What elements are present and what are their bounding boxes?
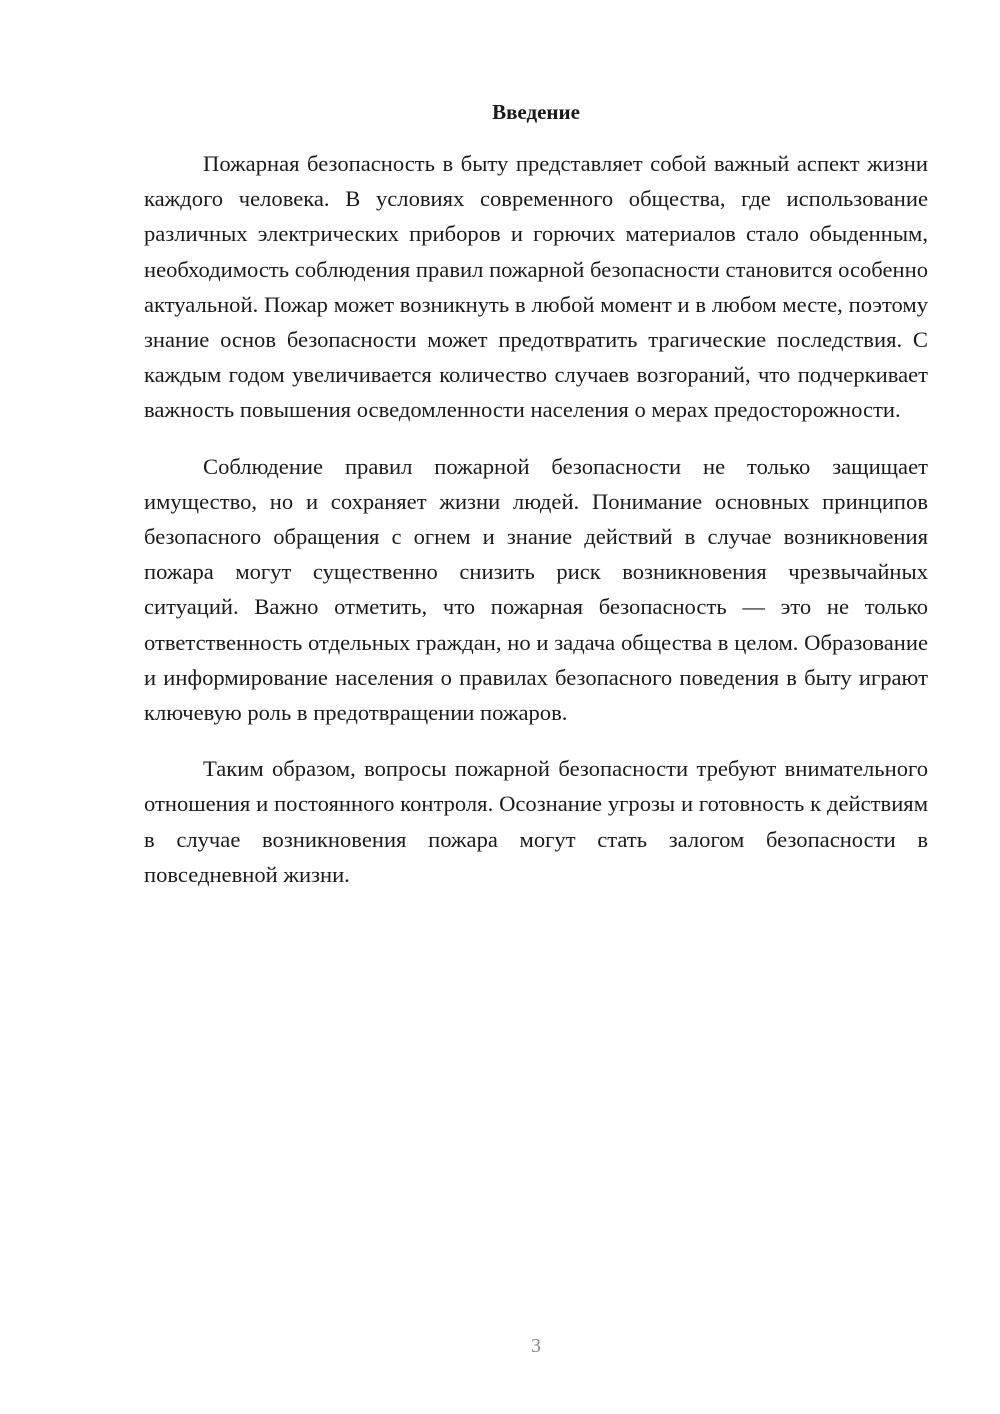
section-title: Введение [492,100,580,124]
page-number: 3 [531,1335,541,1357]
paragraph-1: Пожарная безопасность в быту представляет собой важный аспект жизни каждого человека. В условиях современного общества, где использование различных электрических приборов и горючих материалов стало обыденным, необходимость соблюдения правил пожарной безопасности становится особенно актуальной. Пожар может возникнуть в любой момент и в любом месте, поэтому знание основ безопасности может предотвратить трагические последствия. С каждым годом увеличивается количество случаев возгораний, что подчеркивает важность повышения осведомленности населения о мерах предосторожности. [144,151,928,423]
paragraph-2: Соблюдение правил пожарной безопасности не только защищает имущество, но и сохраняет жизни людей. Понимание основных принципов безопасного обращения с огнем и знание действий в случае возникновения пожара могут существенно снизить риск возникновения чрезвычайных ситуаций. Важно отметить, что пожарная безопасность — это не только ответственность отдельных граждан, но и задача общества в целом. Образование и информирование населения о правилах безопасного поведения в быту играют ключевую роль в предотвращении пожаров. [144,453,928,726]
page-content [144,98,928,892]
paragraph-3: Таким образом, вопросы пожарной безопасности требуют внимательного отношения и постоянного контроля. Осознание угрозы и готовность к действиям в случае возникновения пожара могут стать залогом безопасности в повседневной жизни. [144,756,928,887]
